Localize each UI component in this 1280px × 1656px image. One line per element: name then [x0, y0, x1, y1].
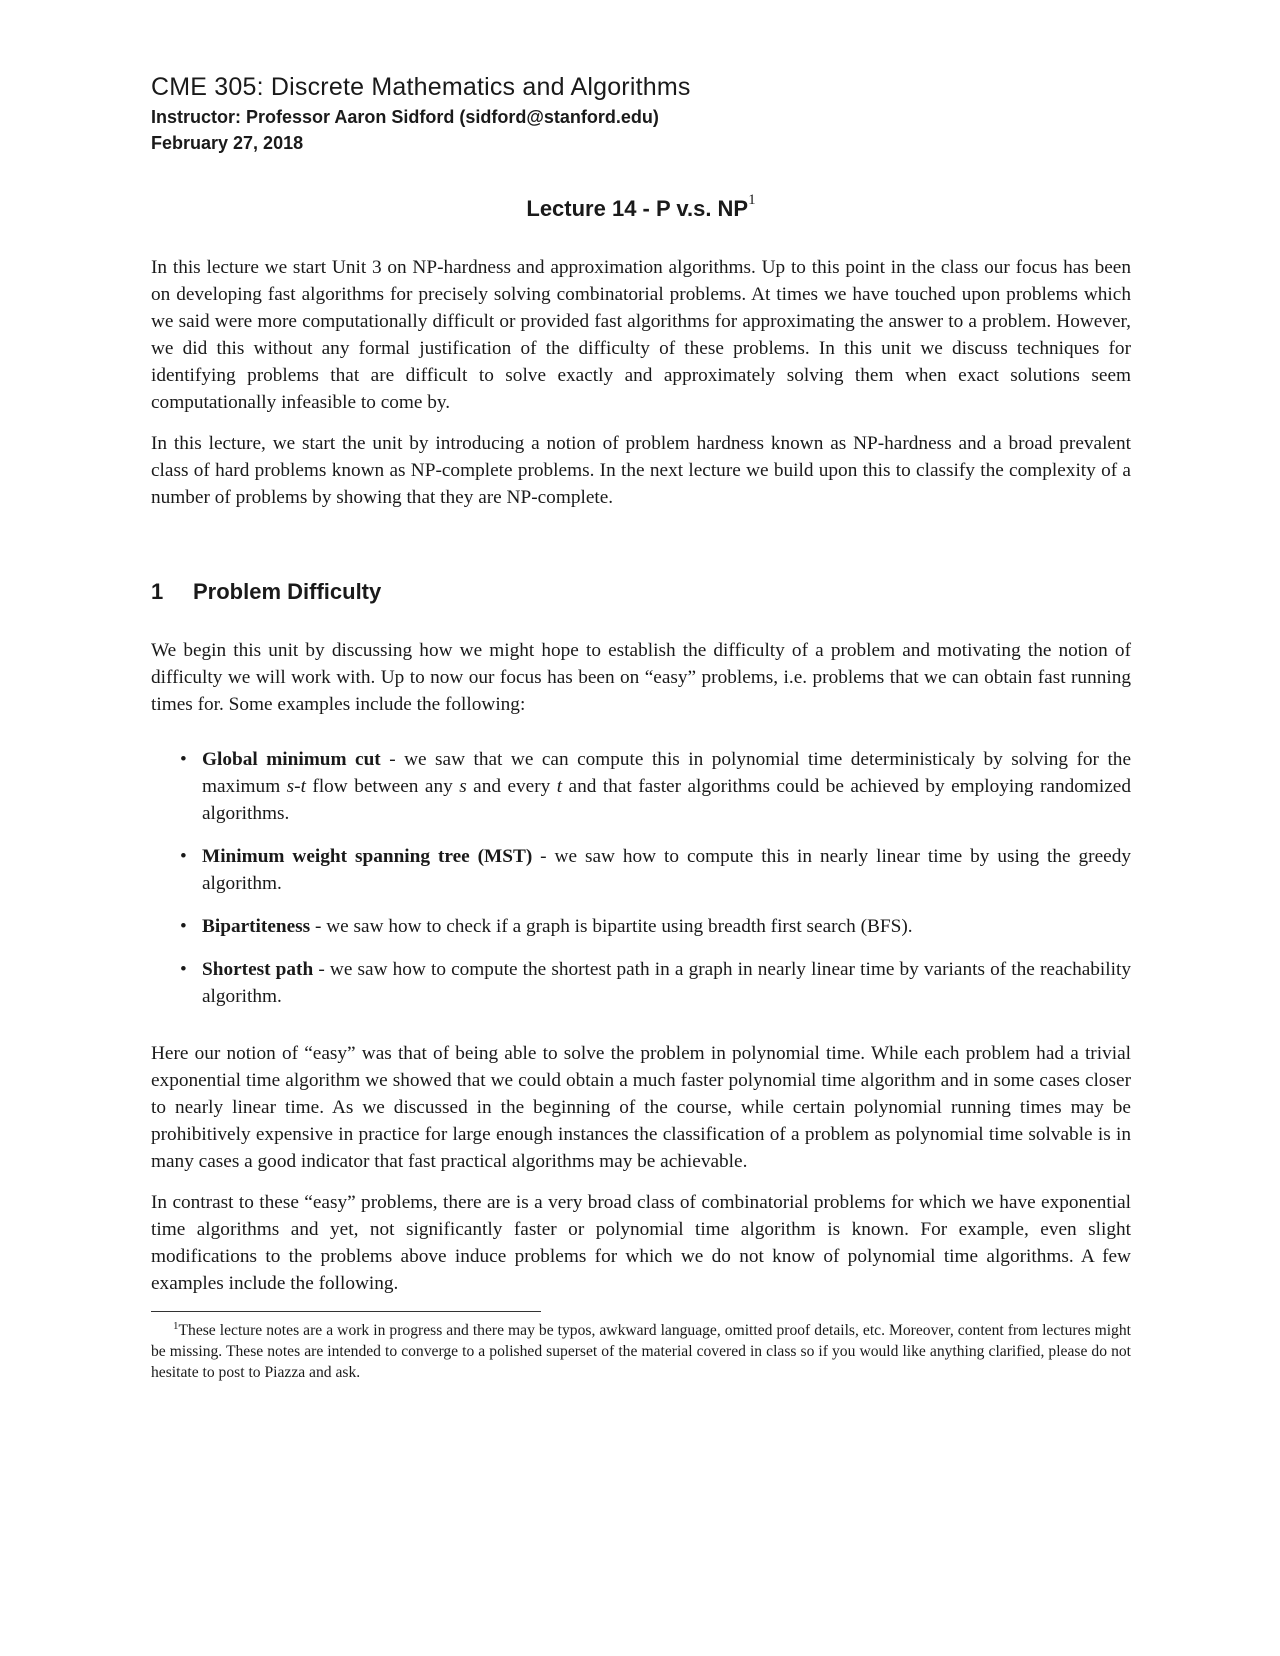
- section-paragraph-3: In contrast to these “easy” problems, there are is a very broad class of combinatorial problems for which we have exponential time algorithms and yet, not significantly faster or polynomial time algorithm is known. For example, even slight modifications to the problems above induce problems for which we do not know of polynomial time algorithms. A few examples include the following.: [151, 1192, 1131, 1294]
- section-paragraph-1: We begin this unit by discussing how we might hope to establish the difficulty of a problem and motivating the notion of difficulty we will work with. Up to now our focus has been on “easy” problems, i.e. problems that we can obtain fast running times for. Some examples include the following:: [151, 640, 1131, 715]
- bullet-icon: •: [180, 959, 187, 980]
- math-variable: s-t: [286, 776, 306, 797]
- list-item-text: - we saw how to compute this in nearly linear time by using the greedy algorithm.: [202, 846, 1131, 894]
- list-item-term: Bipartiteness: [202, 916, 311, 937]
- list-item-text: - we saw how to check if a graph is bipartite using breadth first search (BFS).: [310, 916, 913, 937]
- course-title: CME 305: Discrete Mathematics and Algorithms: [151, 73, 691, 101]
- footnote-divider: [151, 1311, 541, 1312]
- section-number: 1: [151, 579, 164, 604]
- footnote-reference[interactable]: 1: [748, 192, 756, 208]
- list-item: [151, 843, 1131, 897]
- section-paragraph-2: Here our notion of “easy” was that of being able to solve the problem in polynomial time. While each problem had a trivial exponential time algorithm we showed that we could obtain a much faster polynomial time algorithm and in some cases closer to nearly linear time. As we discussed in the beginning of the course, while certain polynomial running times may be prohibitively expensive in practice for large enough instances the classification of a problem as polynomial time solvable is in many cases a good indicator that fast practical algorithms may be achievable.: [151, 1043, 1131, 1172]
- list-item-term: Minimum weight spanning tree (MST): [202, 846, 533, 867]
- footnote-mark: 1: [173, 1320, 179, 1332]
- list-item-term: Global minimum cut: [202, 749, 381, 770]
- instructor-line: Instructor: Professor Aaron Sidford (sidford@stanford.edu): [151, 107, 659, 127]
- bullet-icon: •: [180, 749, 187, 770]
- section-heading: [151, 577, 1131, 607]
- list-item-text: - we saw that we can compute this in polynomial time deterministicaly by solving for the maximum: [202, 749, 1132, 797]
- intro-paragraph-1: In this lecture we start Unit 3 on NP-hardness and approximation algorithms. Up to this point in the class our focus has been on developing fast algorithms for precisely solving combinatorial problems. At times we have touched upon problems which we said were more computationally difficult or provided fast algorithms for approximating the answer to a problem. However, we did this without any formal justification of the difficulty of these problems. In this unit we discuss techniques for identifying problems that are difficult to solve exactly and approximately solving them when exact solutions seem computationally infeasible to come by.: [151, 257, 1131, 413]
- examples-list: [151, 746, 1131, 1010]
- footnote: [151, 1320, 1131, 1383]
- list-item-text: and that faster algorithms could be achieved by employing randomized algorithms.: [202, 776, 1132, 824]
- document-header: [151, 70, 1131, 156]
- document-page: [151, 70, 1131, 1383]
- list-item: [151, 746, 1131, 827]
- bullet-icon: •: [180, 916, 187, 937]
- intro-paragraph-2: In this lecture, we start the unit by introducing a notion of problem hardness known as NP-hardness and a broad prevalent class of hard problems known as NP-complete problems. In the next lecture we build upon this to classify the complexity of a number of problems by showing that they are NP-complete.: [151, 433, 1131, 508]
- math-variable: s: [459, 776, 467, 797]
- bullet-icon: •: [180, 846, 187, 867]
- list-item-term: Shortest path: [202, 959, 314, 980]
- lecture-title-text: Lecture 14 - P v.s. NP: [526, 196, 749, 221]
- math-variable: t: [556, 776, 563, 797]
- list-item-text: and every: [466, 776, 557, 797]
- date-line: February 27, 2018: [151, 133, 304, 153]
- footnote-text: These lecture notes are a work in progress and there may be typos, awkward language, omitted proof details, etc. Moreover, content from lectures might be missing. These notes are intended to converge to a polished superset of the material covered in class so if you would like anything clarified, please do not hesitate to post to Piazza and ask.: [151, 1322, 1131, 1381]
- list-item-text: - we saw how to compute the shortest path in a graph in nearly linear time by variants of the reachability algorithm.: [202, 959, 1131, 1007]
- list-item-text: flow between any: [305, 776, 460, 797]
- list-item: [151, 956, 1131, 1010]
- lecture-title: [151, 194, 1131, 224]
- section-title: Problem Difficulty: [193, 579, 382, 604]
- list-item: [151, 913, 1131, 940]
